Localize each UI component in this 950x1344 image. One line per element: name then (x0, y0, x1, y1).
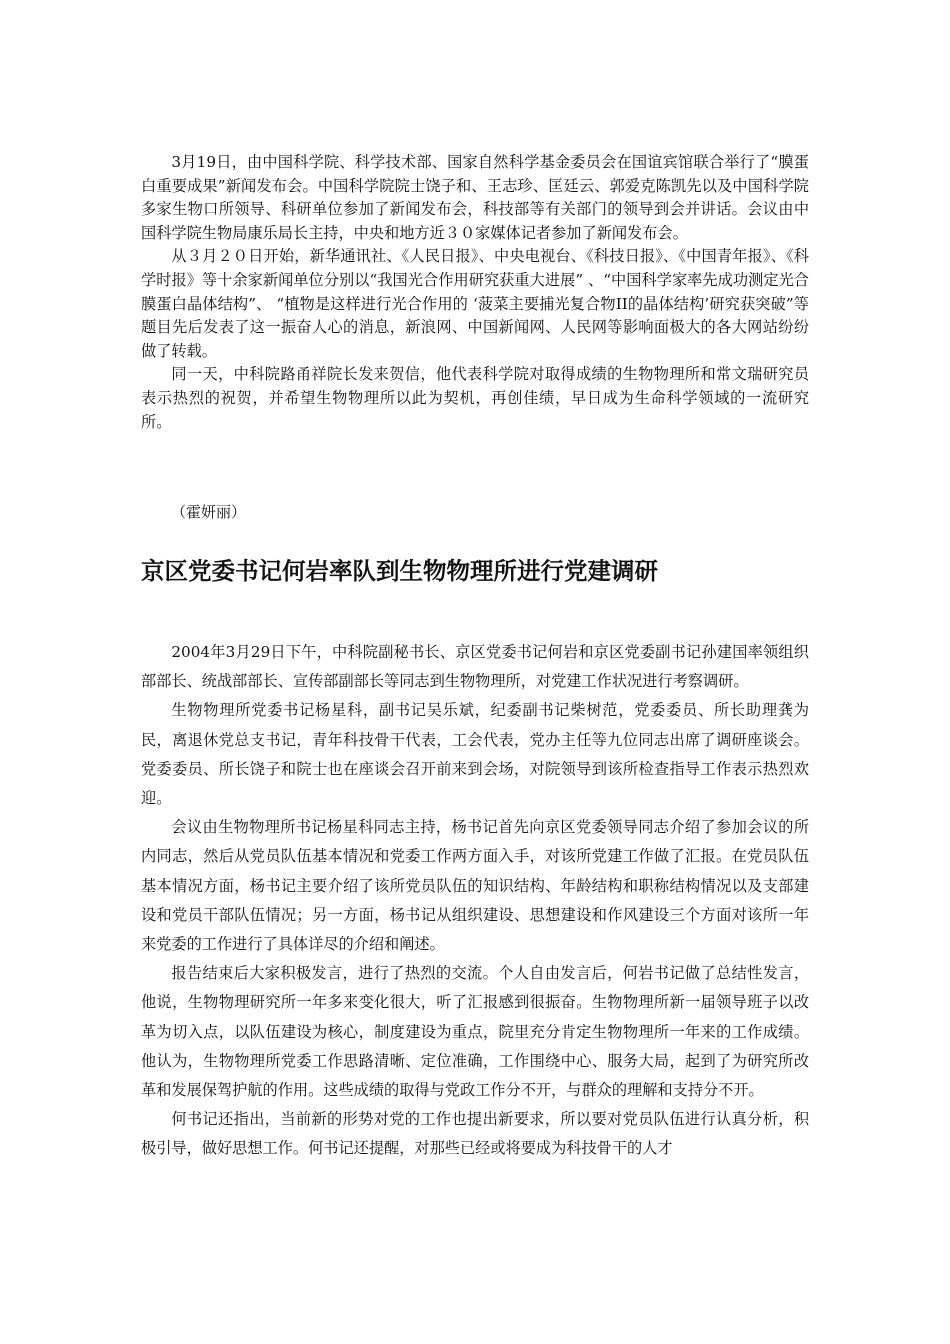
body-paragraph: 报告结束后大家积极发言，进行了热烈的交流。个人自由发言后，何岩书记做了总结性发言，他说，生物物理研究所一年多来变化很大，听了汇报感到很振奋。生物物理所新一届领导班子以改革为切入点，以队伍建设为核心，制度建设为重点，院里充分肯定生物物理所一年来的工作成绩。他认为，生物物理所党委工作思路清晰、定位准确，工作围绕中心、服务大局，起到了为研究所改革和发展保驾护航的作用。这些成绩的取得与党政工作分不开，与群众的理解和支持分不开。 (141, 964, 809, 1100)
article-title: 京区党委书记何岩率队到生物物理所进行党建调研 (141, 557, 658, 585)
body-paragraph: 3月19日，由中国科学院、科学技术部、国家自然科学基金委员会在国谊宾馆联合举行了“膜蛋白重要成果”新闻发布会。中国科学院院士饶子和、王志珍、匡廷云、郭爱克陈凯先以及中国科学院多家生物口所领导、科研单位参加了新闻发布会，科技部等有关部门的领导到会并讲话。会议由中国科学院生物局康乐局长主持，中央和地方近３０家媒体记者参加了新闻发布会。 (141, 153, 809, 242)
body-paragraph: 生物物理所党委书记杨星科，副书记吴乐斌，纪委副书记柴树范，党委委员、所长助理龚为民，离退休党总支书记，青年科技骨干代表，工会代表，党办主任等九位同志出席了调研座谈会。党委委员、所长饶子和院士也在座谈会召开前来到会场，对院领导到该所检查指导工作表示热烈欢迎。 (141, 701, 809, 808)
body-paragraph: 何书记还指出，当前新的形势对党的工作也提出新要求，所以要对党员队伍进行认真分析，积极引导，做好思想工作。何书记还提醒，对那些已经或将要成为科技骨干的人才 (141, 1110, 809, 1158)
author-byline: （霍妍丽） (171, 503, 247, 521)
body-paragraph: 同一天，中科院路甬祥院长发来贺信，他代表科学院对取得成绩的生物物理所和常文瑞研究员表示热烈的祝贺，并希望生物物理所以此为契机，再创佳绩，早日成为生命科学领域的一流研究所。 (141, 365, 809, 431)
news-release-section (141, 151, 809, 434)
article-body (141, 638, 809, 1164)
body-paragraph: 从３月２０日开始，新华通讯社、《人民日报》、中央电视台、《科技日报》、《中国青年报》、《科学时报》等十余家新闻单位分别以“我国光合作用研究获重大进展” 、“中国科学家率先成功测定光合膜蛋白晶体结构”、 “植物是这样进行光合作用的 ‘菠菜主要捕光复合物II的晶体结构’研究获突破”等题目先后发表了这一振奋人心的消息，新浪网、中国新闻网、人民网等影响面极大的各大网站纷纷做了转载。 (141, 247, 809, 360)
body-paragraph: 会议由生物物理所书记杨星科同志主持，杨书记首先向京区党委领导同志介绍了参加会议的所内同志，然后从党员队伍基本情况和党委工作两方面入手，对该所党建工作做了汇报。在党员队伍基本情况方面，杨书记主要介绍了该所党员队伍的知识结构、年龄结构和职称结构情况以及支部建设和党员干部队伍情况；另一方面，杨书记从组织建设、思想建设和作风建设三个方面对该所一年来党委的工作进行了具体详尽的介绍和阐述。 (141, 818, 809, 954)
body-paragraph: 2004年3月29日下午，中科院副秘书长、京区党委书记何岩和京区党委副书记孙建国率领组织部部长、统战部部长、宣传部副部长等同志到生物物理所，对党建工作状况进行考察调研。 (141, 643, 809, 691)
